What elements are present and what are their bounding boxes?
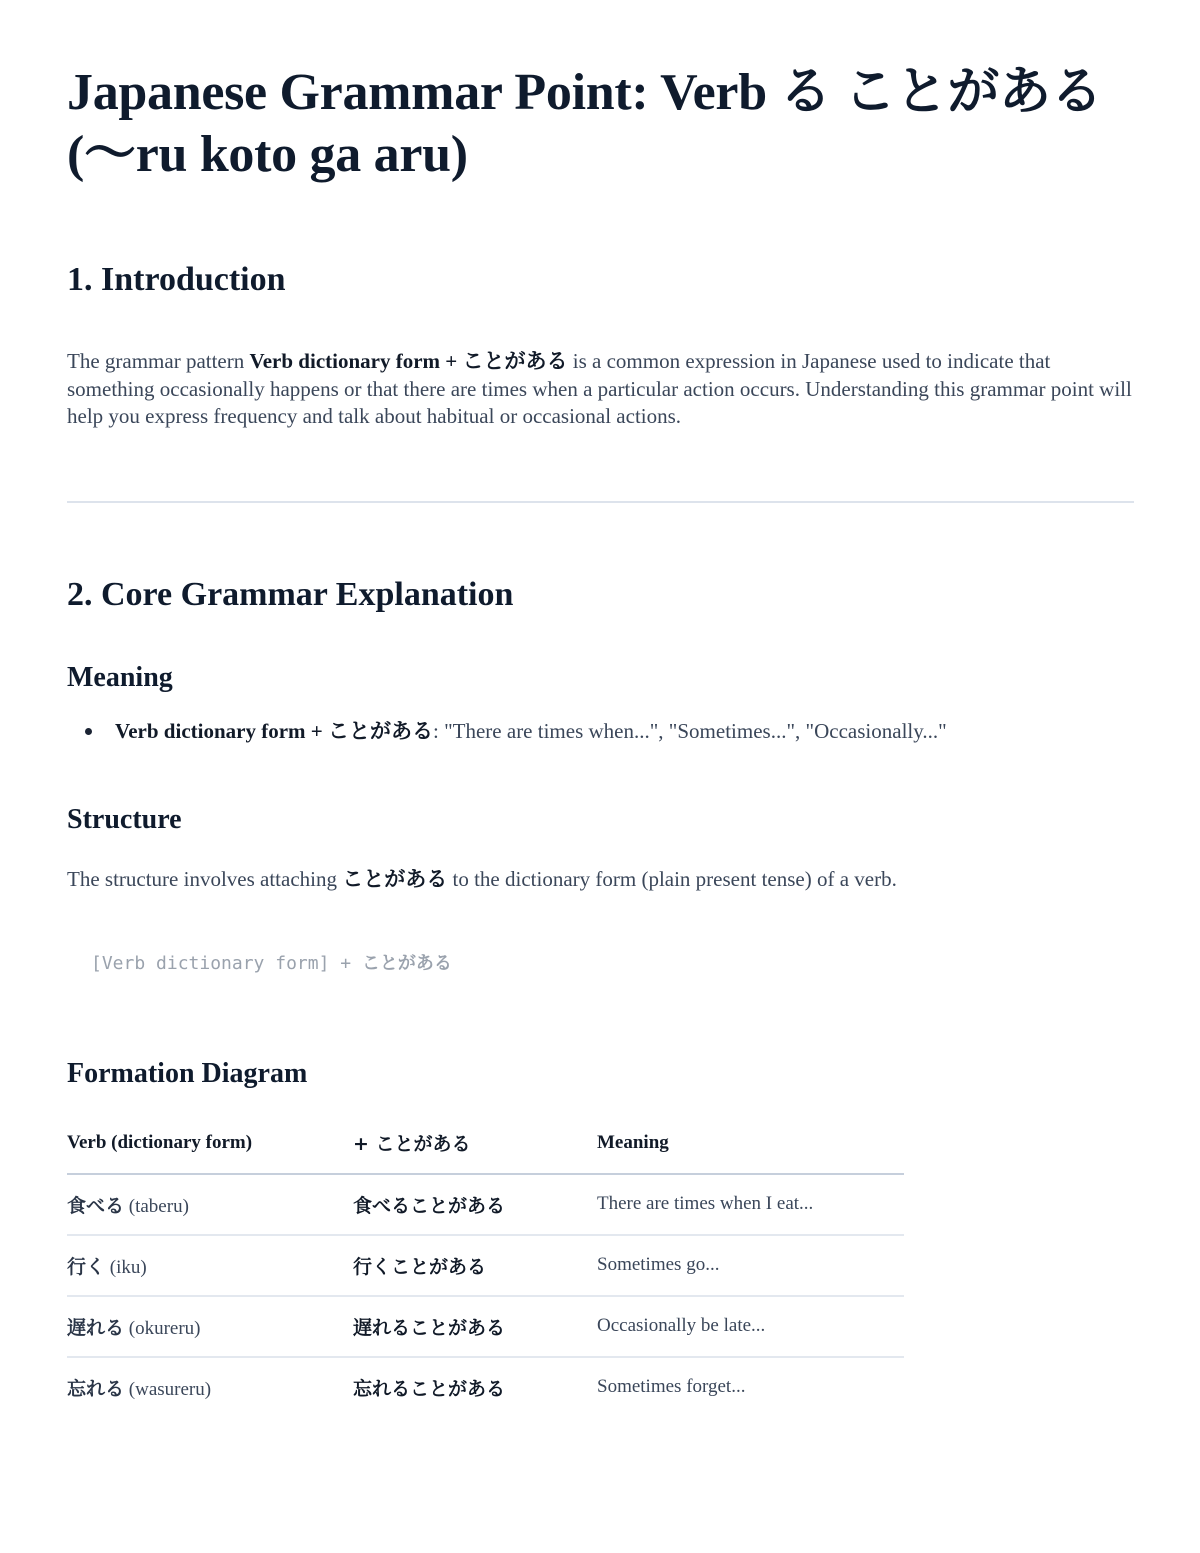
subheading-formation-diagram: Formation Diagram (67, 1057, 308, 1089)
cell-verb-jp: 食べる (67, 1194, 125, 1217)
meaning-item-bold: Verb dictionary form + (115, 718, 328, 743)
structure-paragraph (67, 865, 1134, 893)
column-header-meaning: Meaning (597, 1113, 904, 1174)
cell-meaning: Occasionally be late... (597, 1296, 904, 1357)
structure-code-block (67, 951, 1134, 977)
page-title-line-2: (〜ru koto ga aru) (67, 126, 468, 183)
cell-verb-romaji: (wasureru) (124, 1378, 212, 1400)
cell-verb-romaji: (taberu) (124, 1195, 189, 1217)
list-item (115, 717, 1134, 745)
cell-verb (67, 1296, 353, 1357)
structure-text-start: The structure involves attaching (67, 866, 343, 891)
intro-bold-pattern-jp: ことがある (462, 349, 568, 373)
cell-meaning: Sometimes forget... (597, 1376, 746, 1397)
table-row (67, 1296, 904, 1357)
section-divider (67, 501, 1134, 503)
cell-verb-jp: 忘れる (67, 1377, 125, 1400)
cell-form: 行くことがある (353, 1235, 597, 1296)
cell-verb (67, 1357, 353, 1417)
cell-form: 食べることがある (353, 1174, 597, 1235)
meaning-list (67, 717, 1134, 745)
column-header-koto-ga-aru: + ことがある (353, 1113, 597, 1174)
table-row (67, 1357, 904, 1417)
cell-meaning: Sometimes go... (597, 1235, 904, 1296)
cell-verb-jp: 行く (67, 1255, 106, 1278)
cell-verb (67, 1174, 353, 1235)
cell-verb (67, 1235, 353, 1296)
structure-text-jp: ことがある (342, 866, 448, 891)
code-text: [Verb dictionary form] + (91, 952, 362, 974)
bullet-icon (85, 728, 92, 735)
cell-form: 忘れることがある (353, 1377, 506, 1400)
table-row (67, 1235, 904, 1296)
section-heading-introduction: 1. Introduction (67, 261, 286, 298)
meaning-item-text: : "There are times when...", "Sometimes...", "Occasionally..." (433, 718, 947, 743)
code-text-jp: ことがある (361, 952, 452, 974)
cell-form: 遅れることがある (353, 1296, 597, 1357)
intro-text-end: is a common expression in Japanese used to indicate that something occasionally happens or that there are times when a particular action occurs. Understanding this grammar point will help you express frequency and talk about habitual or occasional actions. (67, 349, 1132, 428)
cell-meaning: There are times when I eat... (597, 1174, 904, 1235)
page-title (67, 0, 1134, 186)
cell-verb-romaji: (okureru) (124, 1317, 201, 1339)
subheading-meaning: Meaning (67, 661, 173, 693)
page-title-line-1: Japanese Grammar Point: Verb る ことがある (67, 64, 1103, 121)
cell-verb-jp: 遅れる (67, 1316, 125, 1339)
formation-table (67, 1113, 904, 1417)
meaning-item-bold-jp: ことがある (328, 718, 433, 743)
cell-verb-romaji: (iku) (105, 1256, 147, 1278)
structure-text-end: to the dictionary form (plain present tense) of a verb. (447, 866, 897, 891)
table-row (67, 1174, 904, 1235)
intro-paragraph (67, 348, 1134, 431)
table-header-row (67, 1113, 904, 1174)
intro-bold-pattern: Verb dictionary form + (249, 349, 463, 373)
intro-text-start: The grammar pattern (67, 349, 250, 373)
subheading-structure: Structure (67, 803, 182, 835)
section-heading-core-grammar: 2. Core Grammar Explanation (67, 575, 514, 613)
column-header-verb: Verb (dictionary form) (67, 1113, 353, 1174)
